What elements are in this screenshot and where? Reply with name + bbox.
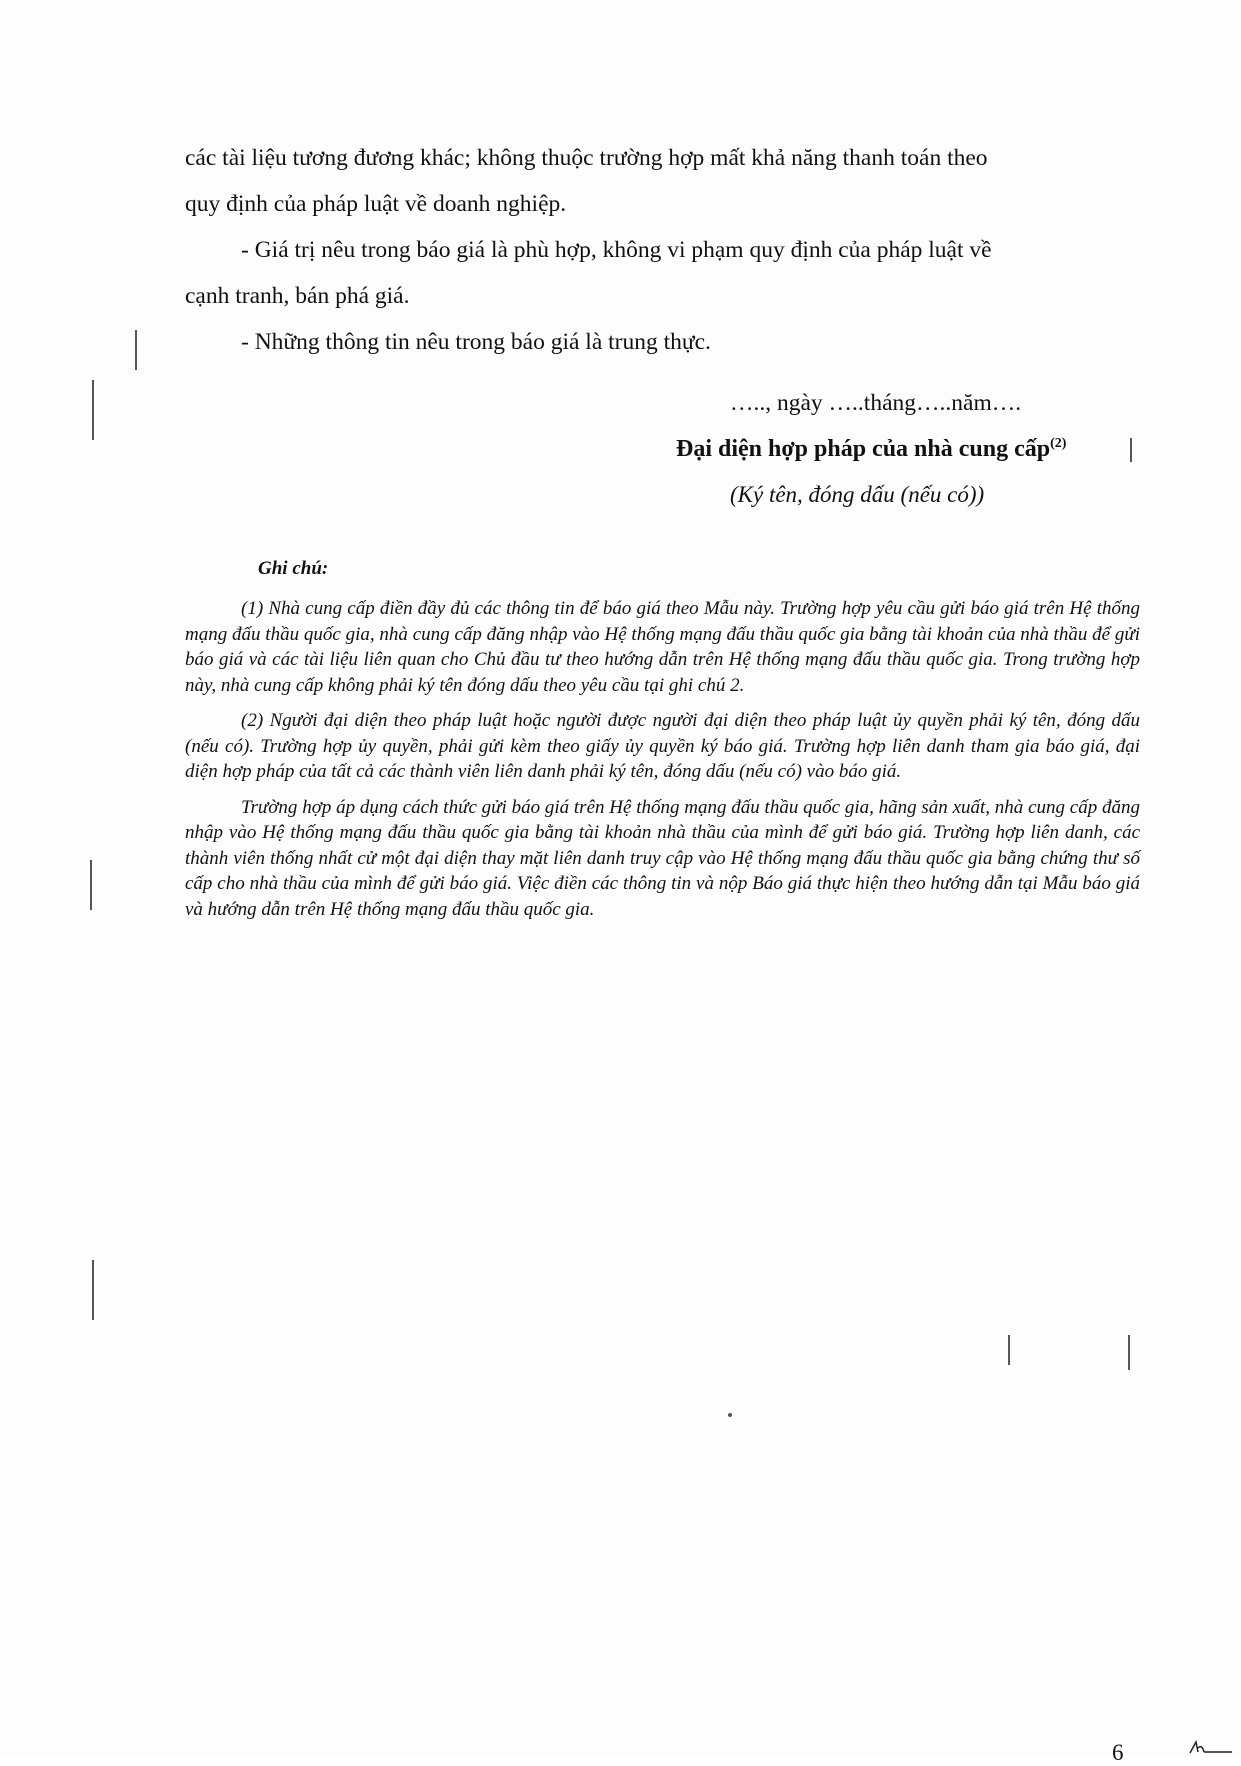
body-text [185,135,1130,365]
paragraph-line: - Giá trị nêu trong báo giá là phù hợp, không vi phạm quy định của pháp luật về [241,237,992,263]
paragraph-line: - Những thông tin nêu trong báo giá là trung thực. [241,329,711,355]
scan-mark [92,1260,94,1320]
representative-label: Đại diện hợp pháp của nhà cung cấp [676,436,1051,462]
footnote-marker: (2) [1050,436,1067,451]
scan-mark [135,330,137,370]
representative-title [676,436,1066,463]
notes-section [185,596,1140,932]
paragraph-line: cạnh tranh, bán phá giá. [185,283,410,309]
sign-note: (Ký tên, đóng dấu (nếu có)) [730,482,985,507]
scan-mark [1008,1335,1010,1365]
initials-signature [1188,1740,1234,1754]
note-2: (2) Người đại diện theo pháp luật hoặc người được người đại diện theo pháp luật ủy quyền phải ký tên, đóng dấu (nếu có). Trường hợp ủy quyền, phải gửi kèm theo giấy ủy quyền ký báo giá. Trường hợp liên danh tham gia báo giá, đại diện hợp pháp của tất cả các thành viên liên danh phải ký tên, đóng dấu (nếu có) vào báo giá. [185,710,1140,782]
paragraph-line: quy định của pháp luật về doanh nghiệp. [185,191,567,217]
note-3: Trường hợp áp dụng cách thức gửi báo giá trên Hệ thống mạng đấu thầu quốc gia, hãng sản xuất, nhà cung cấp đăng nhập vào Hệ thống mạng đấu thầu quốc gia bằng tài khoản nhà thầu của mình để gửi báo giá. Trường hợp liên danh, các thành viên thống nhất cử một đại diện thay mặt liên danh truy cập vào Hệ thống mạng đấu thầu quốc gia bằng chứng thư số cấp cho nhà thầu của mình để gửi báo giá. Việc điền các thông tin và nộp Báo giá thực hiện theo hướng dẫn tại Mẫu báo giá và hướng dẫn trên Hệ thống mạng đấu thầu quốc gia. [185,796,1140,920]
scan-mark [1130,438,1132,462]
date-line: ….., ngày …..tháng…..năm…. [730,390,1022,416]
page-number: 6 [1112,1740,1124,1765]
notes-title: Ghi chú: [258,558,329,579]
paragraph-line: các tài liệu tương đương khác; không thuộc trường hợp mất khả năng thanh toán theo [185,145,988,171]
scan-mark [90,860,92,910]
note-1: (1) Nhà cung cấp điền đầy đủ các thông tin để báo giá theo Mẫu này. Trường hợp yêu cầu gửi báo giá trên Hệ thống mạng đấu thầu quốc gia, nhà cung cấp đăng nhập vào Hệ thống mạng đấu thầu quốc gia bằng tài khoản của nhà thầu để gửi báo giá và các tài liệu liên quan cho Chủ đầu tư theo hướng dẫn trên Hệ thống mạng đấu thầu quốc gia. Trong trường hợp này, nhà cung cấp không phải ký tên đóng dấu theo yêu cầu tại ghi chú 2. [185,598,1140,696]
scan-mark [728,1413,732,1417]
scan-mark [92,380,94,440]
scan-mark [1128,1335,1130,1370]
